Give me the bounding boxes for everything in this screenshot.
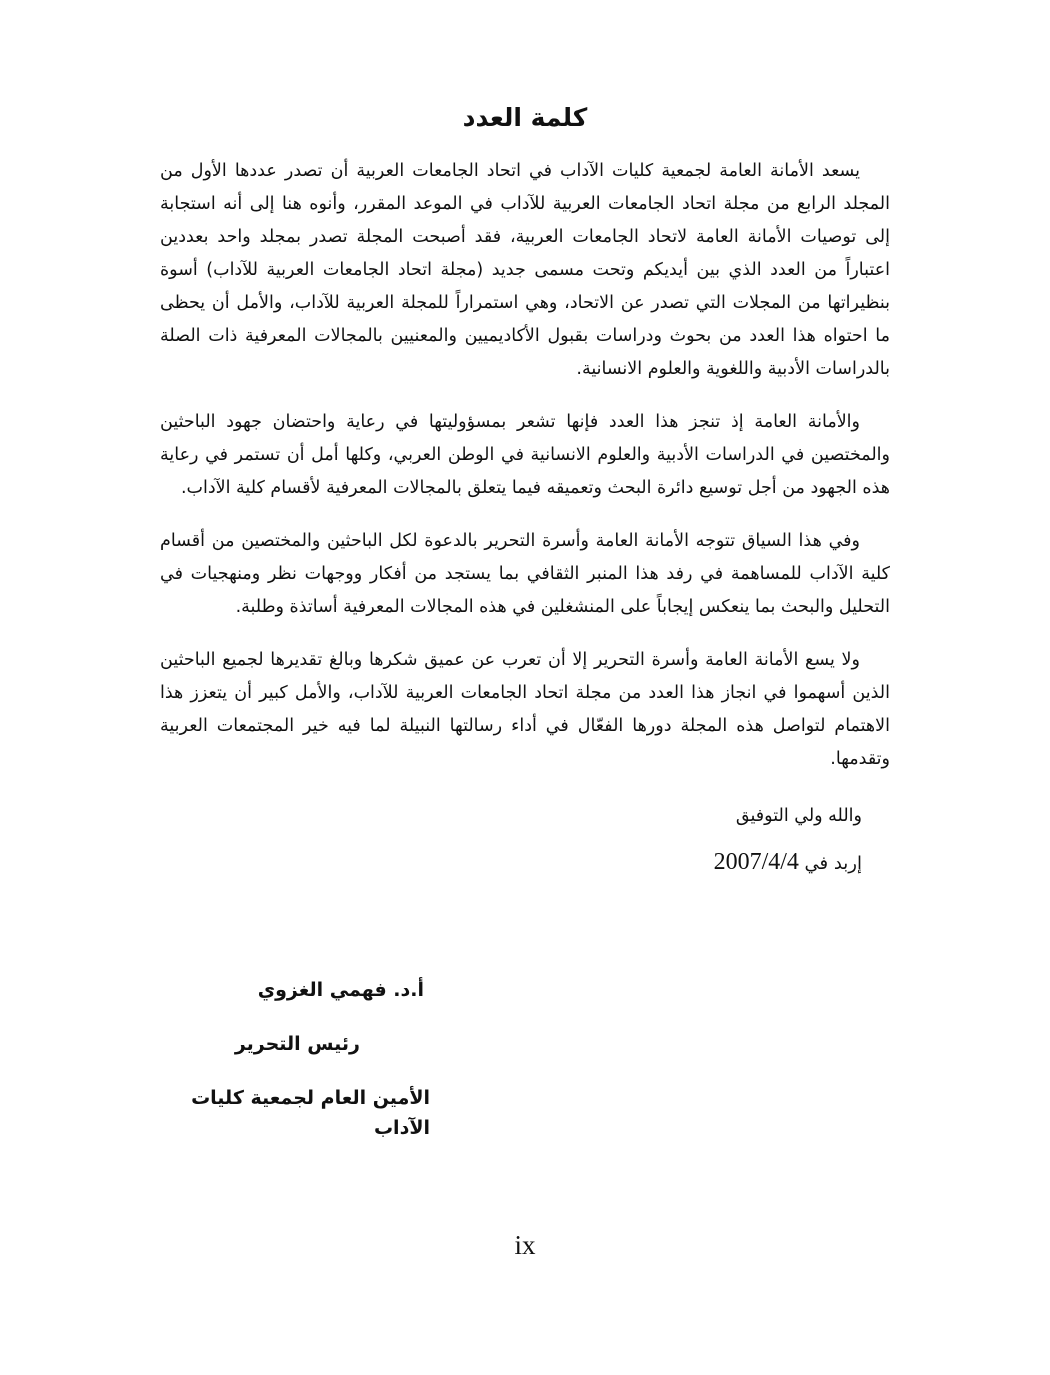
closing-phrase: والله ولي التوفيق: [735, 806, 862, 826]
signature-block: [150, 975, 430, 1167]
signature-position: الأمين العام لجمعية كليات الآداب: [191, 1087, 430, 1139]
date-value: 2007/4/4: [713, 849, 799, 875]
date-line: [160, 840, 890, 886]
paragraph-2: والأمانة العامة إذ تنجز هذا العدد فإنها تشعر بمسؤوليتها في رعاية واحتضان جهود الباحثين والمختصين في الدراسات الأدبية والعلوم الانسانية في الوطن العربي، وكلها أمل أن تستمر في رعاية هذه الجهود من أجل توسيع دائرة البحث وتعميقه فيما يتعلق بالمجالات المعرفية لأقسام كلية الآداب.: [160, 412, 890, 498]
paragraph-4: ولا يسع الأمانة العامة وأسرة التحرير إلا أن تعرب عن عميق شكرها وبالغ تقديرها لجميع الباحثين الذين أسهموا في انجاز هذا العدد من مجلة اتحاد الجامعات العربية للآداب، والأمل كبير أن يتعزز هذا الاهتمام لتواصل هذه المجلة دورها الفعّال في أداء رسالتها النبيلة لما فيه خير المجتمعات العربية وتقدمها.: [160, 650, 890, 769]
page-title: كلمة العدد: [462, 103, 588, 132]
page-number: ix: [514, 1230, 536, 1260]
date-prefix: إربد في: [804, 853, 862, 874]
editorial-body: [160, 155, 890, 886]
paragraph-1: يسعد الأمانة العامة لجمعية كليات الآداب في اتحاد الجامعات العربية أن تصدر عددها الأول من المجلد الرابع من مجلة اتحاد الجامعات العربية للآداب في الموعد المقرر، وأنوه هنا إلى أنه استجابة إلى توصيات الأمانة العامة لاتحاد الجامعات العربية، فقد أصبحت المجلة تصدر بمجلد واحد بعددين اعتباراً من العدد الذي بين أيديكم وتحت مسمى جديد (مجلة اتحاد الجامعات العربية للآداب) أسوة بنظيراتها من المجلات التي تصدر عن الاتحاد، وهي استمراراً للمجلة العربية للآداب، والأمل أن يحظى ما احتواه هذا العدد من بحوث ودراسات بقبول الأكاديميين والمعنيين بالمجالات المعرفية ذات الصلة بالدراسات الأدبية واللغوية والعلوم الانسانية.: [160, 161, 890, 379]
paragraph-3: وفي هذا السياق تتوجه الأمانة العامة وأسرة التحرير بالدعوة لكل الباحثين والمختصين من أقسام كلية الآداب للمساهمة في رفد هذا المنبر الثقافي بما يستجد من أفكار ووجهات نظر ومنهجيات في التحليل والبحث بما ينعكس إيجاباً على المنشغلين في هذه المجالات المعرفية أساتذة وطلبة.: [160, 531, 890, 617]
signature-name: أ.د. فهمي الغزوي: [257, 979, 424, 1001]
signature-role: رئيس التحرير: [234, 1033, 360, 1055]
